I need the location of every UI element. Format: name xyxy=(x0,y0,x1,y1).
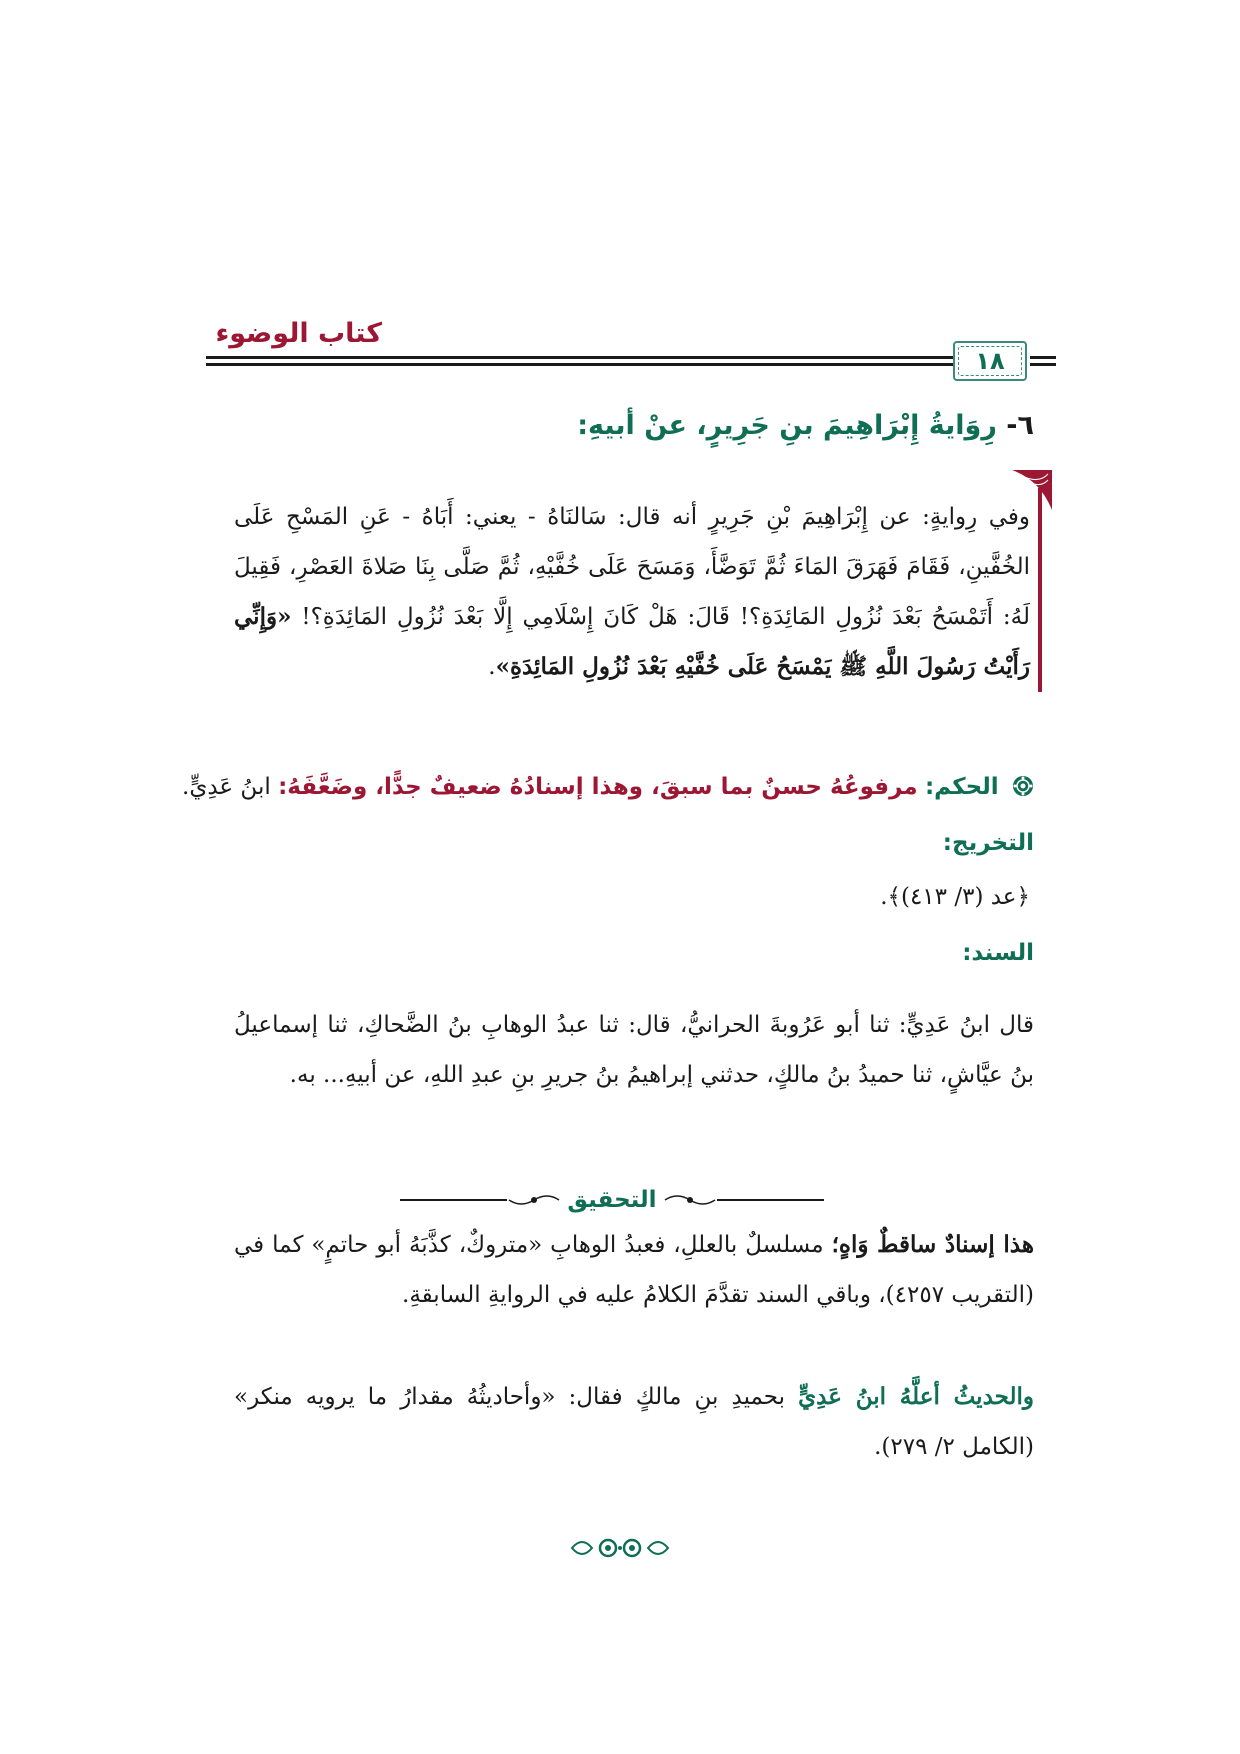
tahqiq-heading: التحقيق xyxy=(567,1187,657,1213)
sanad-heading: السند: xyxy=(962,940,1034,966)
tahqiq-paragraph-2 xyxy=(234,1372,1034,1472)
tahqiq-divider xyxy=(400,1180,824,1220)
tahqiq-p2-lead: والحديثُ أعلَّهُ ابنُ عَدِيٍّ xyxy=(798,1383,1035,1410)
page-number: ١٨ xyxy=(975,347,1005,375)
header-rule-right-bottom xyxy=(1030,363,1056,366)
section-title: رِوَايةُ إِبْرَاهِيمَ بنِ جَرِيرٍ، عنْ أبيهِ: xyxy=(577,410,997,441)
takhrij-reference: ﴿عد (٣/ ٤١٣)﴾. xyxy=(880,884,1030,910)
ruling-tail: ابنُ عَدِيٍّ. xyxy=(182,774,271,800)
flower-icon xyxy=(1012,775,1034,797)
ruling-text: مرفوعُهُ حسنٌ بما سبقَ، وهذا إسنادُهُ ضعيفٌ جدًّا، وضَعَّفَهُ: xyxy=(278,774,918,800)
hadith-text: «وَإِنِّي رَأَيْتُ رَسُولَ اللَّهِ ﷺ يَمْسَحُ عَلَى خُفَّيْهِ بَعْدَ نُزُولِ المَائِدَةِ» xyxy=(234,603,1030,680)
section-heading xyxy=(234,410,1034,441)
narration-box xyxy=(234,488,1042,692)
page-number-frame xyxy=(953,341,1027,381)
running-title: كتاب الوضوء xyxy=(215,318,382,349)
divider-line-left xyxy=(400,1199,507,1201)
footer-ornament-icon xyxy=(568,1532,672,1564)
header-rule-bottom xyxy=(206,363,1006,366)
sanad-text: قال ابنُ عَدِيٍّ: ثنا أبو عَرُوبةَ الحرانيُّ، قال: ثنا عبدُ الوهابِ بنُ الضَّحاكِ، ثنا إسماعيلُ بنُ عيَّاشٍ، ثنا حميدُ بنُ مالكٍ، حدثني إبراهيمُ بنُ جريرِ بنِ عبدِ اللهِ، عن أبيهِ... به. xyxy=(234,1012,1034,1088)
tahqiq-paragraph-1 xyxy=(234,1220,1034,1320)
tahqiq-p2-rest: بحميدِ بنِ مالكٍ فقال: «وأحاديثُهُ مقدارُ ما يرويه منكر» (الكامل ٢/ ٢٧٩). xyxy=(234,1384,1034,1460)
divider-ornament-icon xyxy=(663,1192,717,1208)
header-rule-top xyxy=(206,356,1006,359)
tahqiq-p1-rest: مسلسلٌ بالعللِ، فعبدُ الوهابِ «متروكٌ، كذَّبَهُ أبو حاتمٍ» كما في (التقريب ٤٢٥٧)، وباقي السند تقدَّمَ الكلامُ عليه في الروايةِ السابقةِ. xyxy=(234,1232,1034,1308)
narration-end: . xyxy=(488,654,496,680)
divider-ornament-icon xyxy=(507,1192,561,1208)
section-number: ٦- xyxy=(1006,410,1034,441)
tahqiq-p1-lead: هذا إسنادٌ ساقطٌ وَاهٍ؛ xyxy=(831,1231,1034,1258)
ruling-label: الحكم: xyxy=(924,774,999,800)
divider-line-right xyxy=(717,1199,824,1201)
header-rule-right-top xyxy=(1030,356,1056,359)
ruling-line xyxy=(182,774,1034,800)
takhrij-heading: التخريج: xyxy=(942,830,1034,856)
narration-text: وفي رِوايةٍ: عن إِبْرَاهِيمَ بْنِ جَرِيرٍ أنه قال: سَالنَاهُ - يعني: أَبَاهُ - عَنِ المَسْحِ عَلَى الخُفَّينِ، فَقَامَ فَهَرَقَ المَاءَ ثُمَّ تَوَضَّأَ، وَمَسَحَ عَلَى خُفَّيْهِ، ثُمَّ صَلَّى بِنَا صَلاةَ العَصْرِ، فَقِيلَ لَهُ: أَتَمْسَحُ بَعْدَ نُزُولِ المَائِدَةِ؟! قَالَ: هَلْ كَانَ إِسْلَامِي إِلَّا بَعْدَ نُزُولِ المَائِدَةِ؟! xyxy=(234,504,1031,630)
